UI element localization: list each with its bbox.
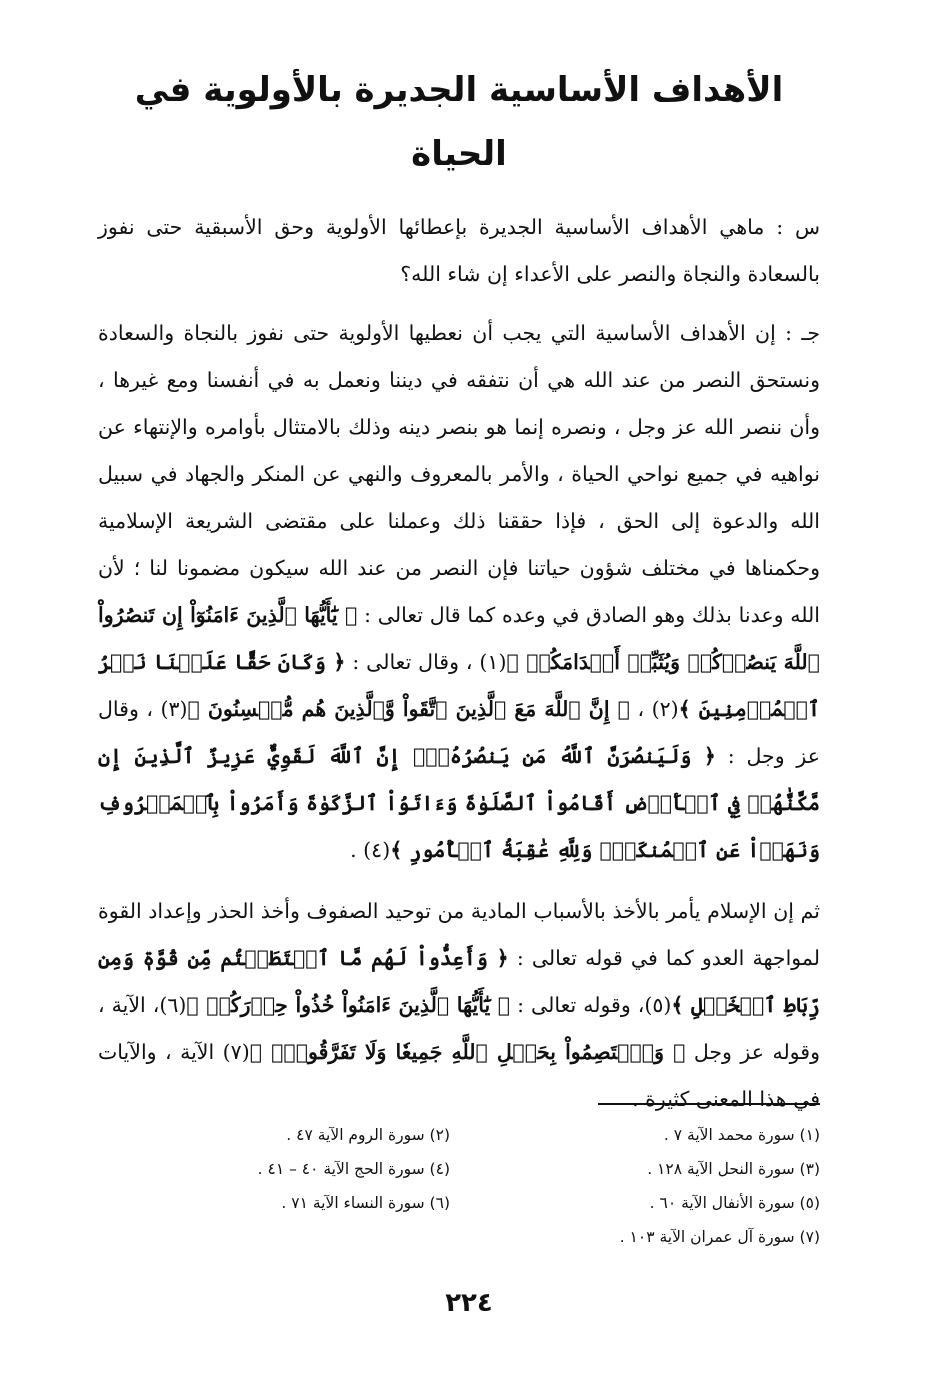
verse-nahl-128: ﴿ إِنَّ ٱللَّهَ مَعَ ٱلَّذِينَ ٱتَّقَواْ وَّٱلَّذِينَ هُم مُّحۡسِنُونَ ﴾ bbox=[187, 697, 630, 721]
footnote-ref-7: (٧) bbox=[222, 1040, 250, 1064]
verse-muhammad-7: ﴿ يَٰٓأَيُّهَا ٱلَّذِينَ ءَامَنُوٓاْ إِن تَنصُرُواْ ٱللَّهَ يَنصُرۡكُمۡ وَيُثَبِّتۡ أَقۡدَامَكُمۡ ﴾ bbox=[98, 603, 820, 674]
answer-text: جـ : إن الأهداف الأساسية التي يجب أن نعطيها الأولوية حتى نفوز بالنجاة والسعادة ونستحق النصر من عند الله هي أن نتفقه في ديننا ونعمل به في أنفسنا ومع غيرها ، وأن ننصر الله عز وجل ، ونصره إنما هو بنصر دينه وذلك بالامتثال بأوامره والإنتهاء عن نواهيه في جميع نواحي الحياة ، والأمر بالمعروف والنهي عن المنكر والجهاد في سبيل الله والدعوة إلى الحق ، فإذا حققنا ذلك وعملنا على مقتضى الشريعة الإسلامية وحكمناها في مختلف شؤون حياتنا فإن النصر من عند الله سيكون مضمونا لنا ؛ لأن الله وعدنا بذلك وهو الصادق في وعده كما قال تعالى : bbox=[98, 321, 820, 627]
verse-rum-47: ﴿ وَكَانَ حَقًّا عَلَيۡنَا نَصۡرُ ٱلۡمُؤۡمِنِينَ ﴾ bbox=[98, 650, 820, 721]
footnote-ref-4: (٤) . bbox=[350, 838, 391, 862]
footnote-separator bbox=[598, 1103, 820, 1105]
footnote-5: (٥) سورة الأنفال الآية ٦٠ . bbox=[649, 1194, 820, 1212]
footnote-ref-2: (٢) bbox=[651, 697, 679, 721]
connector-text: ، bbox=[637, 697, 645, 721]
footnote-2: (٢) سورة الروم الآية ٤٧ . bbox=[286, 1126, 450, 1144]
footnote-7: (٧) سورة آل عمران الآية ١٠٣ . bbox=[619, 1228, 820, 1246]
footnote-ref-5: (٥) bbox=[644, 993, 672, 1017]
verse-hajj-40-41: ﴿ وَلَيَنصُرَنَّ ٱللَّهُ مَن يَنصُرُهُۥٓۚ إِنَّ ٱللَّهَ لَقَوِيٌّ عَزِيزٌ ٱلَّذِينَ إِن مَّكَّنَّٰهُمۡ فِي ٱلۡأَرۡضِ أَقَامُواْ ٱلصَّلَوٰةَ وَءَاتَوُاْ ٱلزَّكَوٰةَ وَأَمَرُواْ بِٱلۡمَعۡرُوفِ وَنَهَوۡاْ عَنِ ٱلۡمُنكَرِۗ وَلِلَّهِ عَٰقِبَةُ ٱلۡأُمُورِ ﴾ bbox=[98, 744, 820, 862]
answer-paragraph bbox=[98, 310, 820, 874]
second-paragraph bbox=[98, 888, 820, 1123]
verse-anfal-60: ﴿ وَأَعِدُّواْ لَهُم مَّا ٱسۡتَطَعۡتُم مِّن قُوَّةٖ وَمِن رِّبَاطِ ٱلۡخَيۡلِ ﴾ bbox=[98, 946, 820, 1017]
connector-text: ، وقوله تعالى : bbox=[517, 993, 645, 1017]
page-number: ٢٢٤ bbox=[445, 1288, 493, 1318]
footnote-1: (١) سورة محمد الآية ٧ . bbox=[663, 1126, 820, 1144]
paragraph-text: ثم إن الإسلام يأمر بالأخذ بالأسباب المادية من توحيد الصفوف وأخذ الحذر وإعداد القوة لمواجهة العدو كما في قوله تعالى : bbox=[98, 899, 820, 970]
footnote-4: (٤) سورة الحج الآية ٤٠ – ٤١ . bbox=[257, 1160, 450, 1178]
footnote-ref-6: (٦) bbox=[159, 993, 187, 1017]
footnote-3: (٣) سورة النحل الآية ١٢٨ . bbox=[647, 1160, 820, 1178]
connector-text: ، وقال تعالى : bbox=[352, 650, 473, 674]
footnote-6: (٦) سورة النساء الآية ٧١ . bbox=[281, 1194, 450, 1212]
verse-al-imran-103: ﴿ وَٱعۡتَصِمُواْ بِحَبۡلِ ٱللَّهِ جَمِيعٗا وَلَا تَفَرَّقُواْۚ ﴾ bbox=[249, 1040, 686, 1064]
connector-text: ، الآية ، وقوله عز وجل bbox=[98, 993, 820, 1064]
verse-nisa-71: ﴿ يَٰٓأَيُّهَا ٱلَّذِينَ ءَامَنُواْ خُذُواْ حِذۡرَكُمۡ ﴾ bbox=[186, 993, 511, 1017]
question-paragraph: س : ماهي الأهداف الأساسية الجديرة بإعطائها الأولوية وحق الأسبقية حتى نفوز بالسعادة والنجاة والنصر على الأعداء إن شاء الله؟ bbox=[98, 215, 820, 286]
footnotes bbox=[100, 1118, 820, 1254]
footnote-ref-1: (١) bbox=[479, 650, 507, 674]
paragraph-text: الآية ، والآيات في هذا المعنى كثيرة . bbox=[98, 1040, 820, 1111]
page-title: الأهداف الأساسية الجديرة بالأولوية في الحياة bbox=[134, 70, 784, 174]
footnote-ref-3: (٣) bbox=[160, 697, 188, 721]
connector-text: ، وقال عز وجل : bbox=[98, 697, 820, 768]
